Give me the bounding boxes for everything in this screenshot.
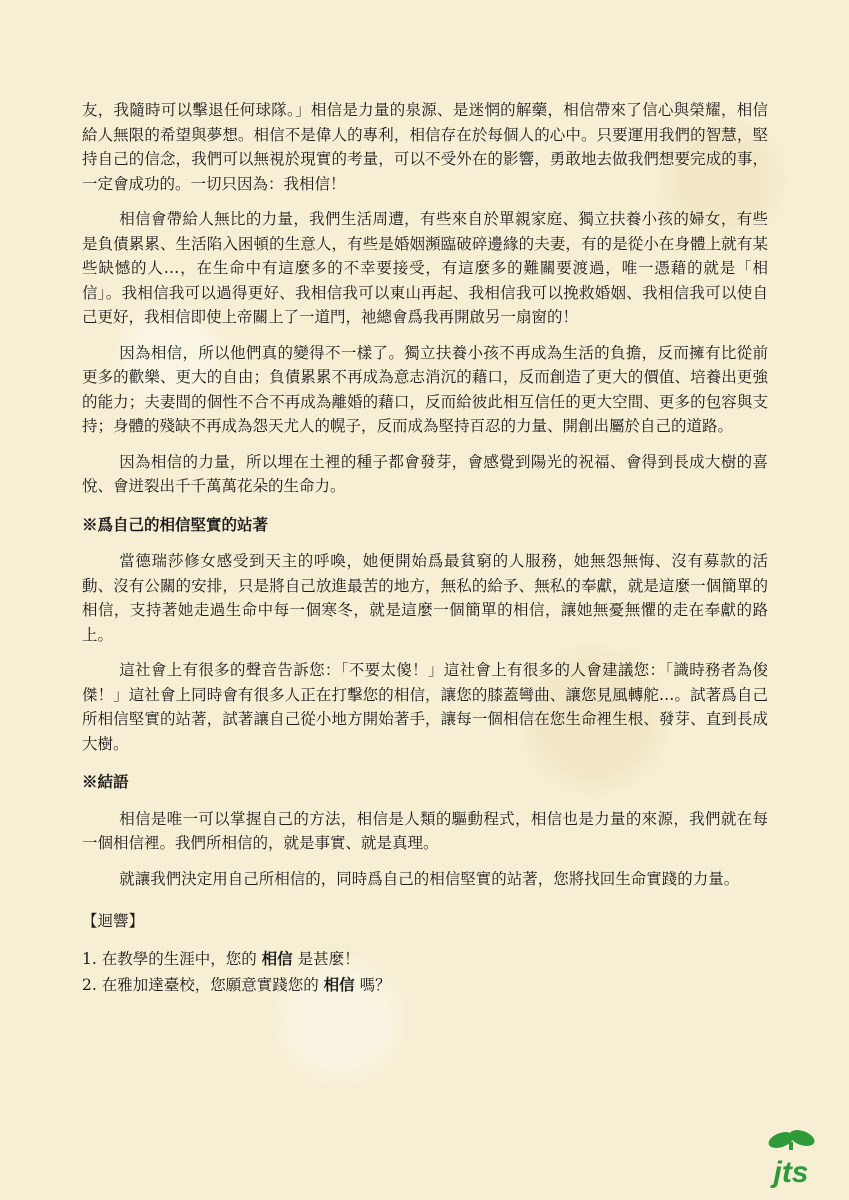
list-item: 1. 在教學的生涯中，您的 相信 是甚麼！: [82, 948, 360, 968]
section-heading: ※結語: [82, 772, 129, 791]
paragraph: 因為相信，所以他們真的變得不一樣了。獨立扶養小孩不再成為生活的負擔，反而擁有比從前更多的歡樂、更大的自由；負債累累不再成為意志消沉的藉口，反而創造了更大的價值、培養出更強的能力；夫妻間的個性不合不再成為離婚的藉口，反而給彼此相互信任的更大空間、更多的包容與支持；身體的殘缺不再成為怨天尤人的幌子，反而成為堅持百忍的力量、開創出屬於自己的道路。: [82, 343, 768, 435]
paragraph: 就讓我們決定用自己所相信的，同時爲自己的相信堅實的站著，您將找回生命實踐的力量。: [119, 869, 740, 888]
jts-logo-icon: [759, 1126, 823, 1188]
paragraph: 當德瑞莎修女感受到天主的呼喚，她便開始爲最貧窮的人服務，她無怨無悔、沒有募款的活動、沒有公關的安排，只是將自己放進最苦的地方，無私的給予、無私的奉獻，就是這麼一個簡單的相信，支持著她走過生命中每一個寒冬，就是這麼一個簡單的相信，讓她無憂無懼的走在奉獻的路上。: [82, 552, 768, 644]
paragraph: 友，我隨時可以擊退任何球隊。」相信是力量的泉源、是迷惘的解藥，相信帶來了信心與榮耀，相信給人無限的希望與夢想。相信不是偉人的專利，相信存在於每個人的心中。只要運用我們的智慧，堅持自己的信念，我們可以無視於現實的考量，可以不受外在的影響，勇敢地去做我們想要完成的事，一定會成功的。一切只因為：我相信！: [82, 101, 768, 193]
paragraph: 這社會上有很多的聲音告訴您：「不要太傻！」這社會上有很多的人會建議您：「識時務者為俊傑！」這社會上同時會有很多人正在打擊您的相信，讓您的膝蓋彎曲、讓您見風轉舵…。試著爲自己所相信堅實的站著，試著讓自己從小地方開始著手，讓每一個相信在您生命裡生根、發芽、直到長成大樹。: [82, 661, 768, 753]
reflection-questions: [82, 946, 768, 998]
reflection-title: 【迴響】: [82, 912, 145, 930]
list-item: 2. 在雅加達臺校，您願意實踐您的 相信 嗎？: [82, 974, 391, 994]
section-heading: ※爲自己的相信堅實的站著: [82, 514, 269, 534]
paragraph: 因為相信的力量，所以埋在土裡的種子都會發芽，會感覺到陽光的祝福、會得到長成大樹的喜悅、會迸裂出千千萬萬花朵的生命力。: [82, 452, 768, 495]
svg-text:jts: jts: [773, 1156, 809, 1188]
article-body: [82, 98, 768, 998]
paragraph: 相信是唯一可以掌握自己的方法，相信是人類的驅動程式，相信也是力量的來源，我們就在每一個相信裡。我們所相信的，就是事實、就是真理。: [82, 809, 768, 852]
paragraph: 相信會帶給人無比的力量，我們生活周遭，有些來自於單親家庭、獨立扶養小孩的婦女，有些是負債累累、生活陷入困頓的生意人，有些是婚姻瀕臨破碎邊緣的夫妻，有的是從小在身體上就有某些缺憾的人…，在生命中有這麼多的不幸要接受，有這麼多的難關要渡過，唯一憑藉的就是「相信」。我相信我可以過得更好、我相信我可以東山再起、我相信我可以挽救婚姻、我相信我可以使自己更好，我相信即使上帝關上了一道門，祂總會爲我再開啟另一扇窗的！: [82, 210, 768, 326]
